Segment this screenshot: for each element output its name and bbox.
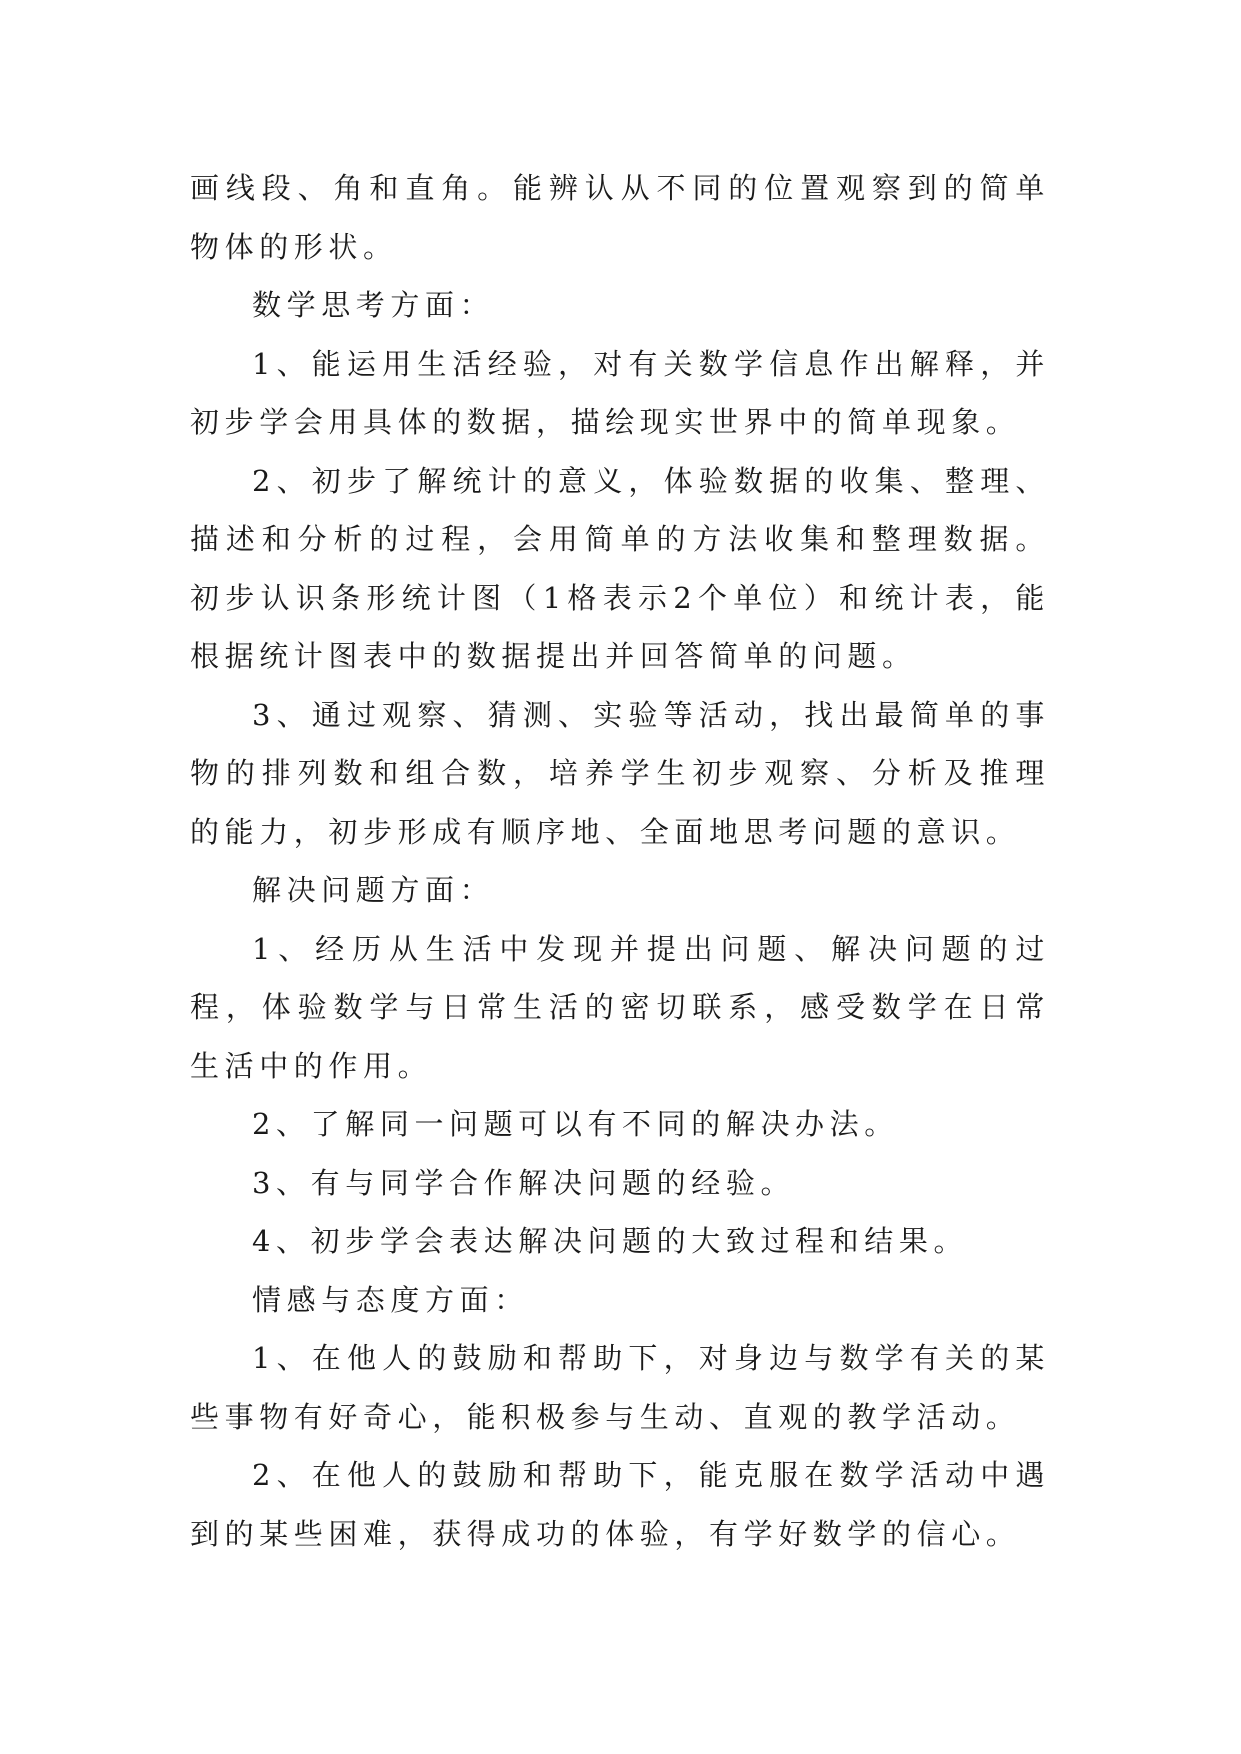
paragraph-shape-recognition: 画线段、角和直角。能辨认从不同的位置观察到的简单物体的形状。 (190, 171, 1050, 264)
paragraph-math-thinking-2: 2、初步了解统计的意义，体验数据的收集、整理、描述和分析的过程，会用简单的方法收集和整理数据。初步认识条形统计图（1格表示2个单位）和统计表，能根据统计图表中的数据提出并回答简单的问题。 (190, 463, 1050, 673)
document-body (190, 159, 1050, 1563)
paragraph-problem-solving-3: 3、有与同学合作解决问题的经验。 (252, 1165, 796, 1200)
paragraph-problem-solving-4: 4、初步学会表达解决问题的大致过程和结果。 (252, 1224, 969, 1258)
paragraph-math-thinking-1: 1、能运用生活经验，对有关数学信息作出解释，并初步学会用具体的数据，描绘现实世界中的简单现象。 (190, 346, 1050, 439)
paragraph-math-thinking-3: 3、通过观察、猜测、实验等活动，找出最简单的事物的排列数和组合数，培养学生初步观察、分析及推理的能力，初步形成有顺序地、全面地思考问题的意识。 (190, 697, 1050, 849)
heading-emotion-attitude: 情感与态度方面： (252, 1282, 529, 1317)
heading-math-thinking: 数学思考方面： (252, 288, 495, 322)
paragraph-emotion-attitude-2: 2、在他人的鼓励和帮助下，能克服在数学活动中遇到的某些困难，获得成功的体验，有学好数学的信心。 (190, 1458, 1050, 1551)
paragraph-problem-solving-1: 1、经历从生活中发现并提出问题、解决问题的过程，体验数学与日常生活的密切联系，感受数学在日常生活中的作用。 (190, 931, 1050, 1083)
paragraph-problem-solving-2: 2、了解同一问题可以有不同的解决办法。 (252, 1107, 899, 1141)
paragraph-emotion-attitude-1: 1、在他人的鼓励和帮助下，对身边与数学有关的某些事物有好奇心，能积极参与生动、直观的教学活动。 (190, 1341, 1050, 1434)
heading-problem-solving: 解决问题方面： (252, 873, 495, 907)
